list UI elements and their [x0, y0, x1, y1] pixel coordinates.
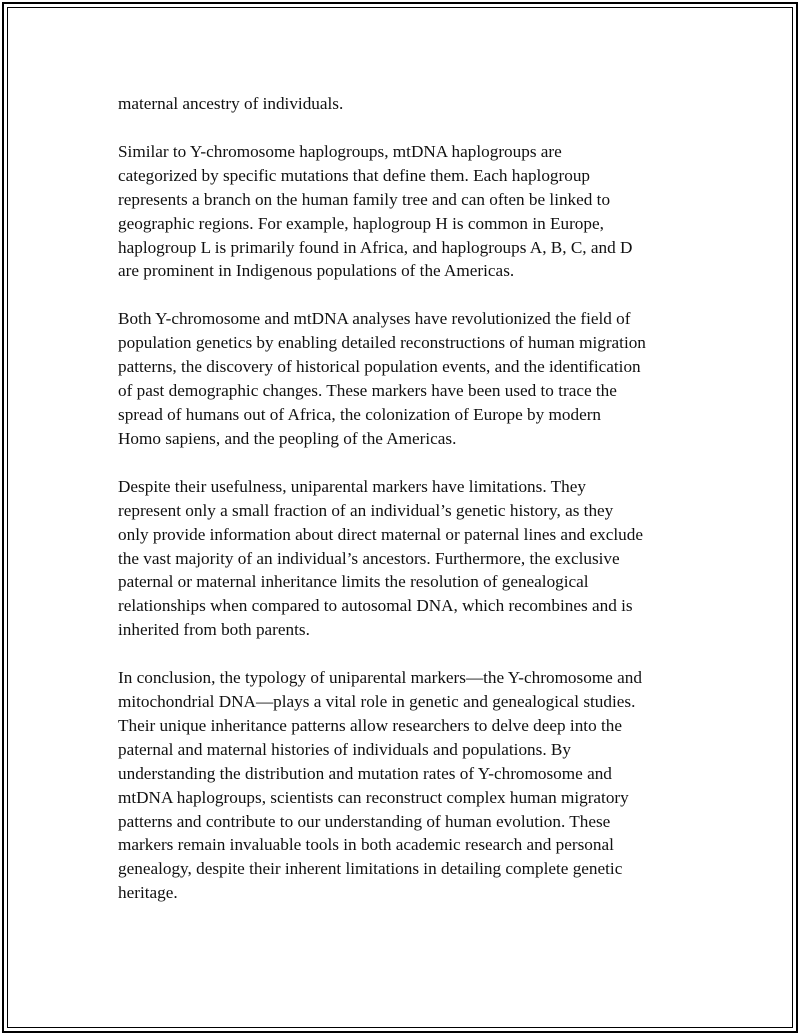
- paragraph-maternal-ancestry: maternal ancestry of individuals.: [118, 94, 344, 113]
- paragraph-conclusion: In conclusion, the typology of uniparental markers—the Y-chromosome and mitochondrial DNA—plays a vital role in genetic and genealogical studies. Their unique inheritance patterns allow researchers to delve deep into the paternal and maternal histories of individuals and populations. By understanding the distribution and mutation rates of Y-chromosome and mtDNA haplogroups, scientists can reconstruct complex human migratory patterns and contribute to our understanding of human evolution. These markers remain invaluable tools in both academic research and personal genealogy, despite their inherent limitations in detailing complete genetic heritage.: [118, 668, 642, 903]
- document-body: [118, 92, 688, 929]
- paragraph-mtdna-haplogroups: Similar to Y-chromosome haplogroups, mtDNA haplogroups are categorized by specific mutations that define them. Each haplogroup represents a branch on the human family tree and can often be linked to geographic regions. For example, haplogroup H is common in Europe, haplogroup L is primarily found in Africa, and haplogroups A, B, C, and D are prominent in Indigenous populations of the Americas.: [118, 141, 633, 281]
- paragraph-population-genetics: Both Y-chromosome and mtDNA analyses have revolutionized the field of population genetics by enabling detailed reconstructions of human migration patterns, the discovery of historical population events, and the identification of past demographic changes. These markers have been used to trace the spread of humans out of Africa, the colonization of Europe by modern Homo sapiens, and the peopling of the Americas.: [118, 309, 646, 448]
- paragraph-limitations: Despite their usefulness, uniparental markers have limitations. They represent only a small fraction of an individual’s genetic history, as they only provide information about direct maternal or paternal lines and exclude the vast majority of an individual’s ancestors. Furthermore, the exclusive paternal or maternal inheritance limits the resolution of genealogical relationships when compared to autosomal DNA, which recombines and is inherited from both parents.: [118, 476, 643, 640]
